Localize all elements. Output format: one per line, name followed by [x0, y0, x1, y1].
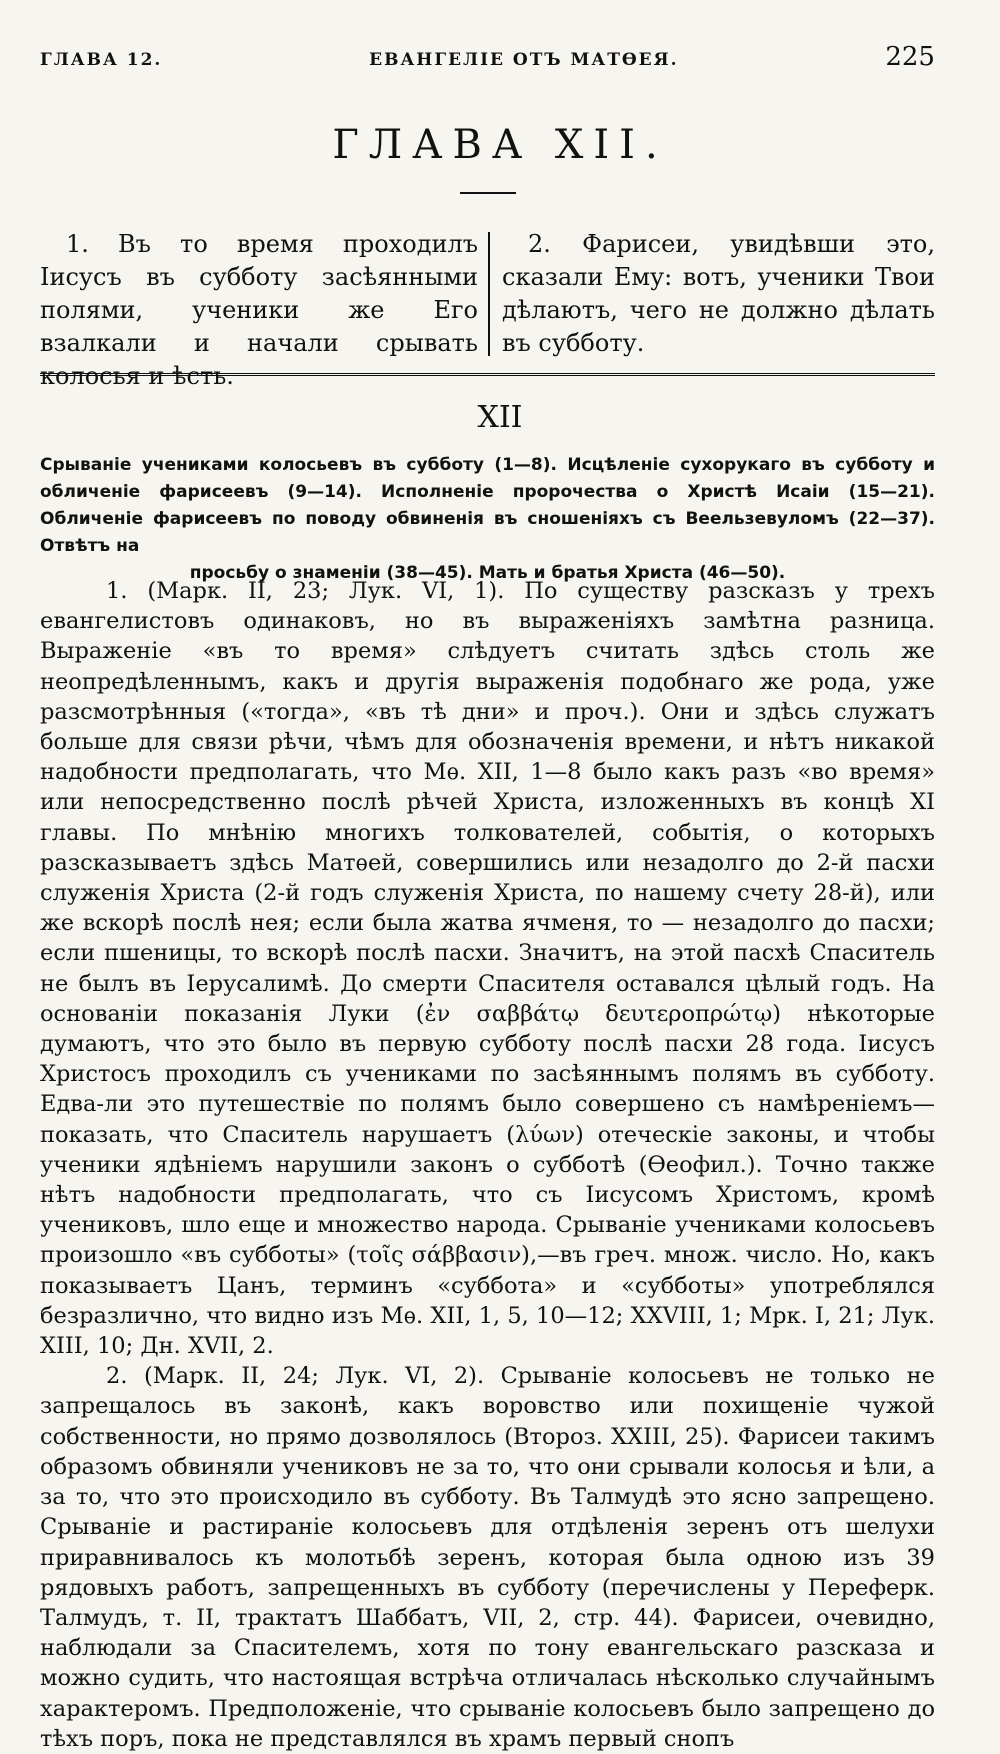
verses-rule — [40, 373, 935, 376]
commentary-paragraph-2: 2. (Марк. II, 24; Лук. VI, 2). Срываніе колосьевъ не только не запрещалось въ законѣ, какъ воровство или похищеніе чужой собственности, но прямо дозволялось (Второз. XXIII, 25). Фарисеи такимъ образомъ обвиняли учениковъ не за то, что они срывали колосья и ѣли, а за то, что это происходило въ субботу. Въ Талмудѣ это ясно запрещено. Срываніе и растираніе колосьевъ для отдѣленія зеренъ отъ шелухи приравнивалось къ молотьбѣ зеренъ, которая была одною изъ 39 рядовыхъ работъ, запрещенныхъ въ субботу (перечислены у Переферк. Талмудъ, т. II, трактатъ Шаббатъ, VII, 2, стр. 44). Фарисеи, очевидно, наблюдали за Спасителемъ, хотя по тону евангельскаго разсказа и можно судить, что настоящая встрѣча отличалась нѣсколько случайнымъ характеромъ. Предположеніе, что срываніе колосьевъ было запрещено до тѣхъ поръ, пока не представлялся въ храмъ первый снопъ — [40, 1363, 935, 1752]
summary-last-line: просьбу о знаменіи (38—45). Мать и братья Христа (46—50). — [189, 563, 786, 583]
commentary — [40, 576, 935, 1754]
summary-text: Срываніе учениками колосьевъ въ субботу (1—8). Исцѣленіе сухорукаго въ субботу и обличеніе фарисеевъ (9—14). Исполненіе пророчества о Христѣ Исаіи (15—21). Обличеніе фарисеевъ по поводу обвиненія въ сношеніяхъ съ Веельзевуломъ (22—37). Отвѣтъ на — [40, 455, 935, 556]
running-head-chapter: ГЛАВА 12. — [40, 50, 163, 70]
running-head — [40, 42, 935, 72]
chapter-summary — [40, 452, 935, 587]
page-number: 225 — [885, 42, 935, 72]
verse-1: 1. Въ то время проходилъ Іисусъ въ субботу засѣянными полями, ученики же Его взалкали и начали срывать колосья и ѣсть. — [40, 230, 478, 390]
running-head-book-title: ЕВАНГЕЛІЕ ОТЪ МАТѲЕЯ. — [369, 50, 679, 70]
scripture-verses — [40, 228, 935, 390]
commentary-paragraph-1: 1. (Марк. II, 23; Лук. VI, 1). По существу разсказъ у трехъ евангелистовъ одинаковъ, но въ выраженіяхъ замѣтна разница. Выраженіе «въ то время» слѣдуетъ считать здѣсь столь же неопредѣленнымъ, какъ и другія выраженія подобнаго же рода, уже разсмотрѣнныя («тогда», «въ тѣ дни» и проч.). Они и здѣсь служатъ больше для связи рѣчи, чѣмъ для обозначенія времени, и нѣтъ никакой надобности предполагать, что Мѳ. XII, 1—8 было какъ разъ «во время» или непосредственно послѣ рѣчей Христа, изложенныхъ въ концѣ XI главы. По мнѣнію многихъ толкователей, событія, о которыхъ разсказываетъ здѣсь Матѳей, совершились или незадолго до 2-й пасхи служенія Христа (2-й годъ служенія Христа, по нашему счету 28-й), или же вскорѣ послѣ нея; если была жатва ячменя, то — незадолго до пасхи; если пшеницы, то вскорѣ послѣ пасхи. Значитъ, на этой пасхѣ Спаситель не былъ въ Іерусалимѣ. До смерти Спасителя оставался цѣлый годъ. На основаніи показанія Луки (ἐν σαββάτῳ δευτεροπρώτῳ) нѣкоторые думаютъ, что это было въ первую субботу послѣ пасхи 28 года. Іисусъ Христосъ проходилъ съ учениками по засѣяннымъ полямъ въ субботу. Едва-ли это путешествіе по полямъ было совершено съ намѣреніемъ—показать, что Спаситель нарушаетъ (λύων) отеческіе законы, и чтобы ученики ядѣніемъ нарушили законъ о субботѣ (Ѳеофил.). Точно также нѣтъ надобности предполагать, что съ Іисусомъ Христомъ, кромѣ учениковъ, шло еще и множество народа. Срываніе учениками колосьевъ произошло «въ субботы» (τοῖς σάββασιν),—въ греч. множ. число. Но, какъ показываетъ Цанъ, терминъ «суббота» и «субботы» употреблялся безразлично, что видно изъ Мѳ. XII, 1, 5, 10—12; XXVIII, 1; Мрк. I, 21; Лук. XIII, 10; Дн. XVII, 2. — [40, 578, 935, 1360]
verse-2: 2. Фарисеи, увидѣвши это, сказали Ему: вотъ, ученики Твои дѣлаютъ, чего не должно дѣлать въ субботу. — [502, 230, 935, 357]
title-rule — [460, 192, 516, 194]
chapter-title: ГЛАВА XII. — [332, 122, 668, 168]
section-numeral: XII — [477, 400, 523, 435]
